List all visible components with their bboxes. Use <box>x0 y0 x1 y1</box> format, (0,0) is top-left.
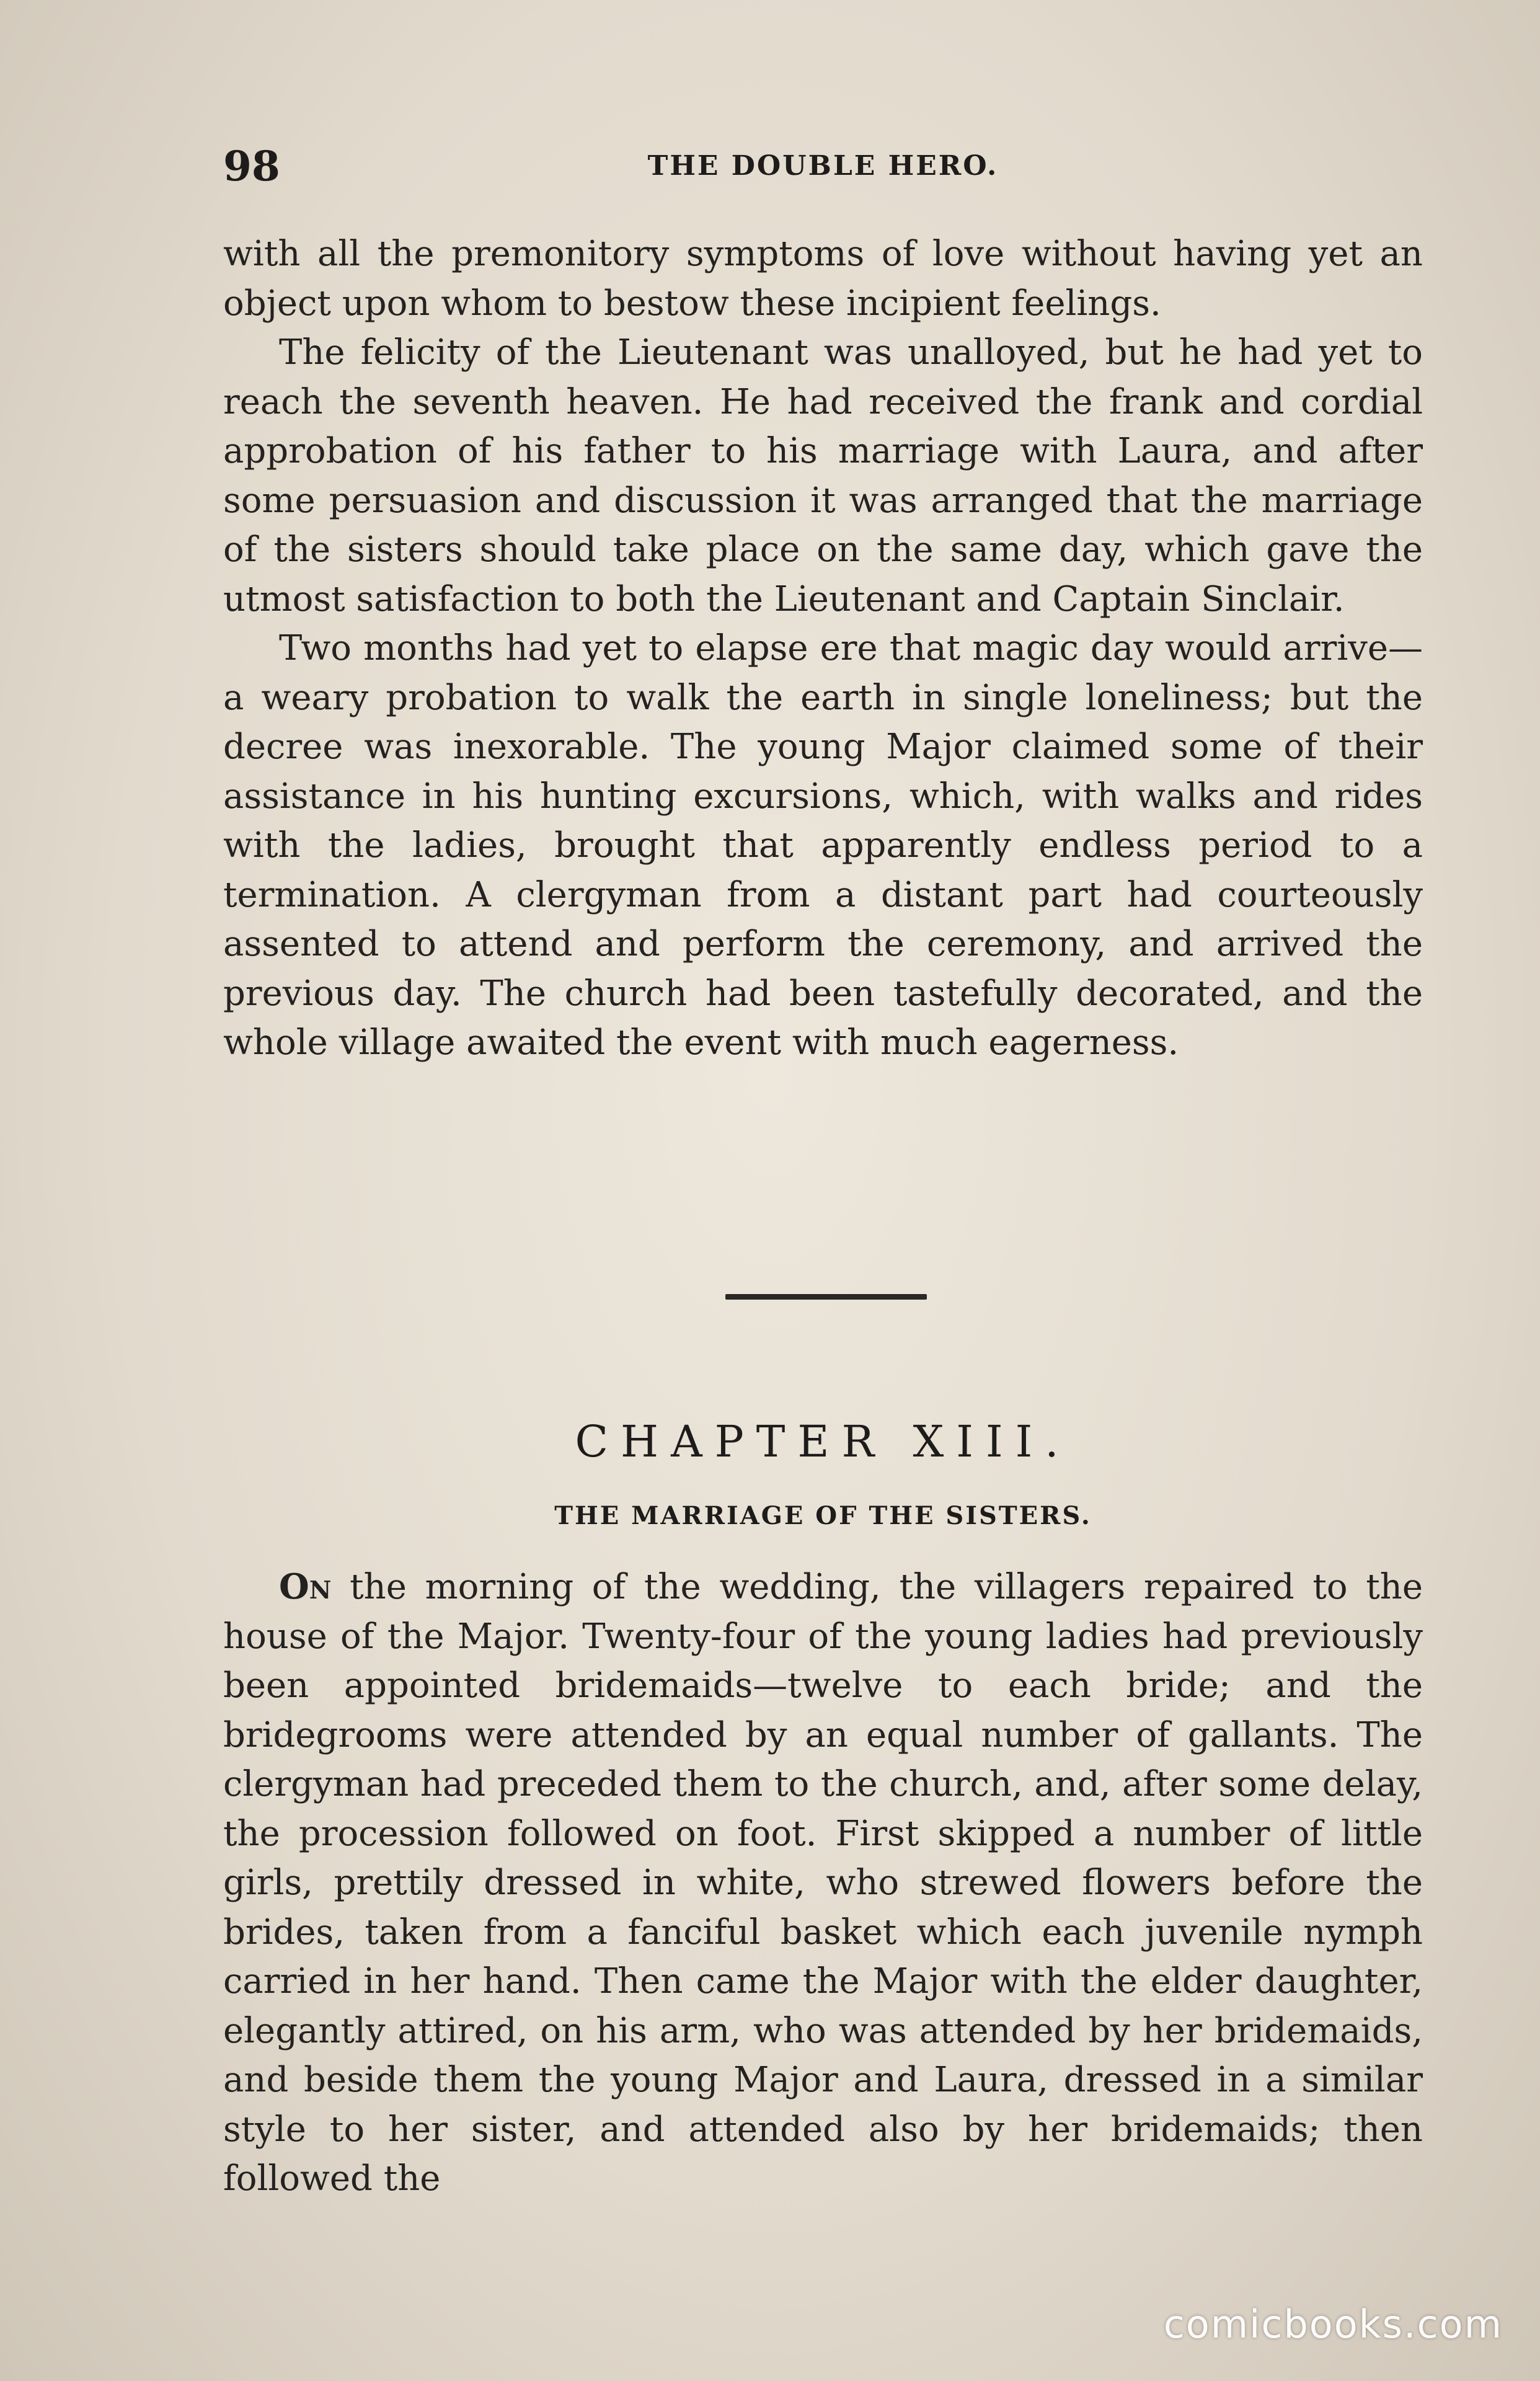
chapter-title: CHAPTER XIII. <box>575 1416 1071 1467</box>
chapter-subtitle: THE MARRIAGE OF THE SISTERS. <box>554 1501 1092 1530</box>
chapter-paragraph-text: the morning of the wedding, the villagers repaired to the house of the Major. Twenty-four of the young ladies had previously been appointed bridemaids—twelve to each bride; and the bridegrooms were attended by an equal number of gallants. The clergyman had preceded them to the church, and, after some delay, the procession followed on foot. First skipped a number of little girls, prettily dressed in white, who strewed flowers before the brides, taken from a fanciful basket which each juvenile nymph carried in her hand. Then came the Major with the elder daughter, elegantly attired, on his arm, who was attended by her bridemaids, and beside them the young Major and Laura, dressed in a similar style to her sister, and attended also by her bridemaids; then followed the <box>223 1567 1423 2199</box>
chapter-lead-word: On <box>279 1566 332 1607</box>
watermark-text: comicbooks.com <box>1163 2302 1503 2347</box>
chapter-text-block <box>223 1563 1423 2204</box>
running-title: THE DOUBLE HERO. <box>647 150 999 182</box>
section-divider-rule <box>725 1294 927 1300</box>
top-text-block <box>223 229 1423 1068</box>
page-header <box>223 141 1423 191</box>
paragraph-continued: with all the premonitory symptoms of love without having yet an object upon whom to bestow these incipient feelings. <box>223 234 1423 324</box>
paragraph-lieutenant: The felicity of the Lieutenant was unalloyed, but he had yet to reach the seventh heaven. He had received the frank and cordial approbation of his father to his marriage with Laura, and after some persuasion and discussion it was arranged that the marriage of the sisters should take place on the same day, which gave the utmost satisfaction to both the Lieutenant and Captain Sinclair. <box>223 332 1423 619</box>
chapter-first-paragraph <box>223 1563 1423 2204</box>
paragraph-two-months: Two months had yet to elapse ere that magic day would arrive—a weary probation to walk the earth in single loneliness; but the decree was inexorable. The young Major claimed some of their assistance in his hunting excursions, which, with walks and rides with the ladies, brought that apparently endless period to a termination. A clergyman from a distant part had courteously assented to attend and perform the ceremony, and arrived the previous day. The church had been tastefully decorated, and the whole village awaited the event with much eagerness. <box>223 628 1423 1063</box>
page-number: 98 <box>223 142 280 190</box>
